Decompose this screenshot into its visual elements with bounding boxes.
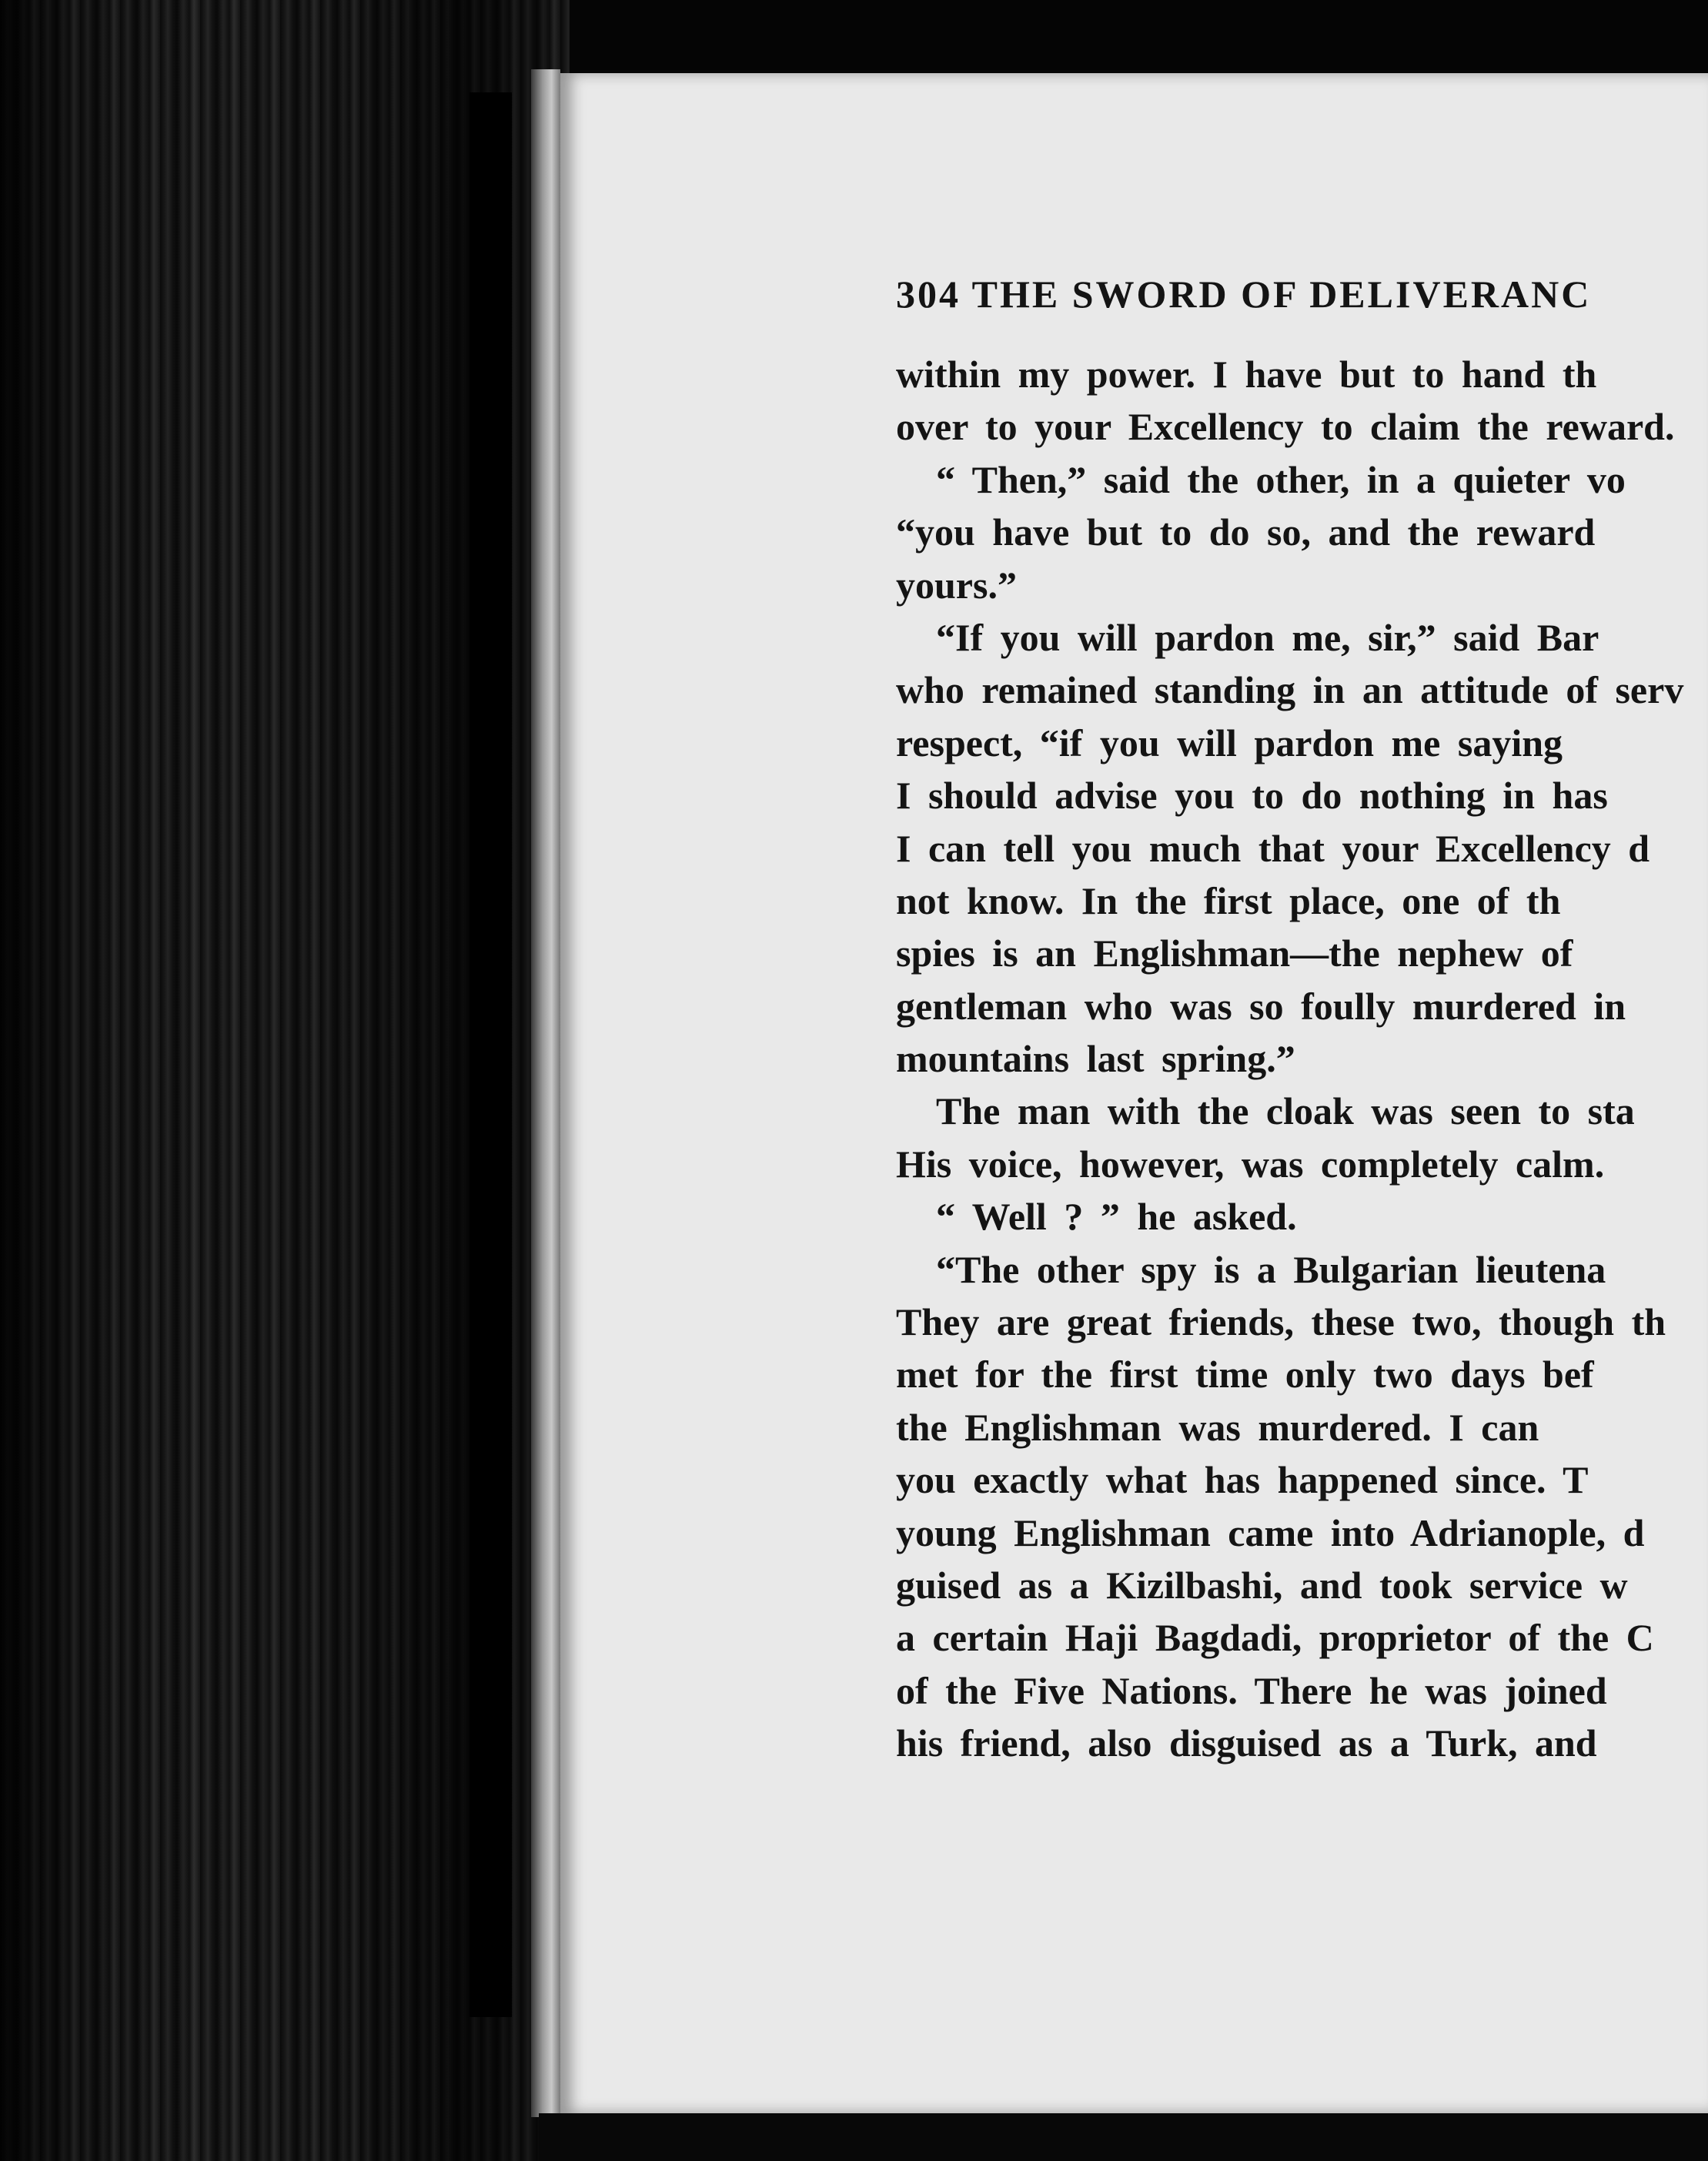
text-line: “The other spy is a Bulgarian lieutena [936,1247,1606,1291]
page-number: 304 [896,273,961,316]
text-line: I should advise you to do nothing in has [896,774,1608,818]
scan-bottom-border [539,2113,1708,2161]
text-line: yours.” [896,563,1017,607]
text-line: “you have but to do so, and the reward [896,510,1596,554]
text-line: who remained standing in an attitude of serv [896,668,1684,712]
page-edge [531,69,560,2117]
text-line: within my power. I have but to hand th [896,353,1597,396]
spine-binding-band [470,92,512,2017]
text-line: his friend, also disguised as a Turk, and [896,1721,1597,1765]
text-line: guised as a Kizilbashi, and took service w [896,1563,1628,1607]
text-line: you exactly what has happened since. T [896,1458,1589,1502]
text-line: “ Well ? ” he asked. [936,1195,1297,1239]
text-line: I can tell you much that your Excellency d [896,826,1650,870]
text-line: spies is an Englishman—the nephew of [896,932,1573,975]
text-line: the Englishman was murdered. I can [896,1405,1539,1449]
running-title: THE SWORD OF DELIVERANC [971,273,1592,316]
page-text [896,271,1708,1770]
text-line: They are great friends, these two, though th [896,1300,1666,1344]
text-line: “ Then,” said the other, in a quieter vo [936,457,1626,501]
text-line: over to your Excellency to claim the reward. [896,405,1675,449]
text-line: of the Five Nations. There he was joined [896,1668,1607,1712]
text-line: “If you will pardon me, sir,” said Bar [936,615,1599,659]
text-line: gentleman who was so foully murdered in [896,984,1626,1028]
text-line: mountains last spring.” [896,1037,1295,1081]
running-header [896,271,1708,348]
text-line: The man with the cloak was seen to sta [936,1089,1635,1133]
text-line: not know. In the first place, one of th [896,878,1561,922]
text-line: respect, “if you will pardon me saying [896,721,1563,764]
text-line: a certain Haji Bagdadi, proprietor of the C [896,1616,1654,1660]
text-line: young Englishman came into Adrianople, d [896,1510,1645,1554]
text-line: met for the first time only two days bef [896,1353,1594,1397]
text-line: His voice, however, was completely calm. [896,1142,1605,1186]
